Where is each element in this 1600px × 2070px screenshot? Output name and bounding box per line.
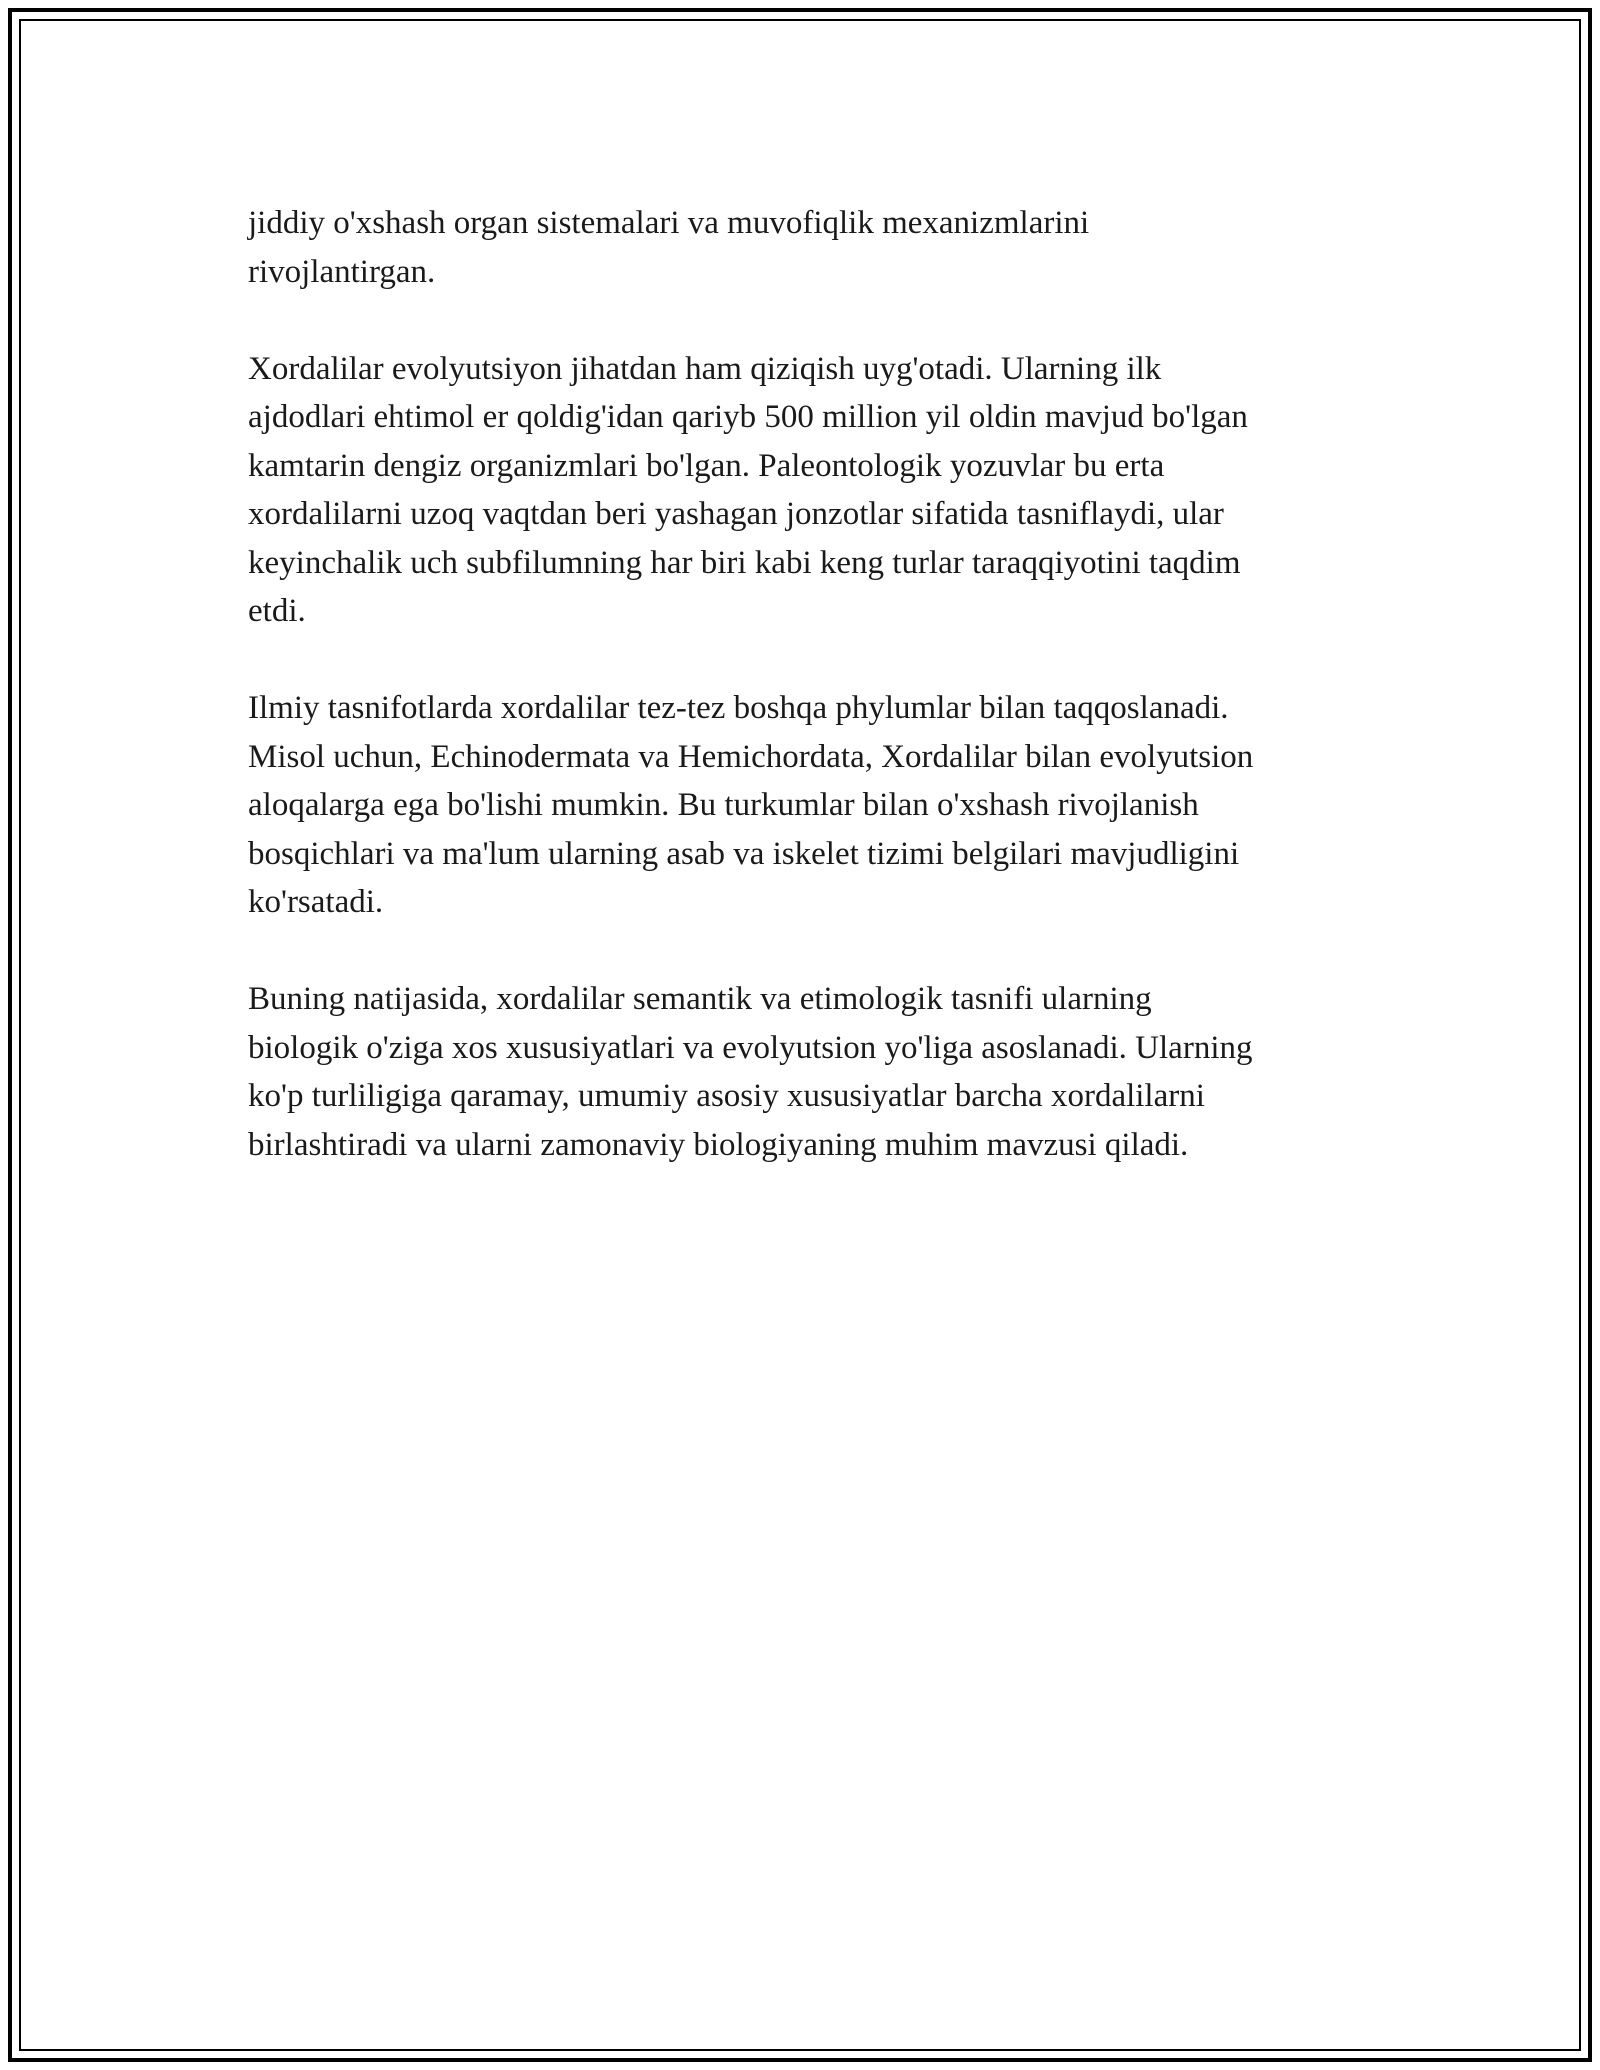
document-page bbox=[8, 8, 1592, 2062]
paragraph-2: Xordalilar evolyutsiyon jihatdan ham qiziqish uyg'otadi. Ularning ilk ajdodlari ehtimol er qoldig'idan qariyb 500 million yil oldin mavjud bo'lgan kamtarin dengiz organizmlari bo'lgan. Paleontologik yozuvlar bu erta xordalilarni uzoq vaqtdan beri yashagan jonzotlar sifatida tasniflaydi, ular keyinchalik uch subfilumning har biri kabi keng turlar taraqqiyotini taqdim etdi. bbox=[248, 350, 1248, 629]
paragraph-4: Buning natijasida, xordalilar semantik va etimologik tasnifi ularning biologik o'ziga xos xususiyatlari va evolyutsion yo'liga asoslanadi. Ularning ko'p turliligiga qaramay, umumiy asosiy xususiyatlar barcha xordalilarni birlashtiradi va ularni zamonaviy biologiyaning muhim mavzusi qiladi. bbox=[248, 981, 1253, 1163]
paragraph-1: jiddiy o'xshash organ sistemalari va muvofiqlik mexanizmlarini rivojlantirgan. bbox=[248, 205, 1090, 290]
document-body bbox=[248, 199, 1378, 1218]
paragraph-3: Ilmiy tasnifotlarda xordalilar tez-tez boshqa phylumlar bilan taqqoslanadi. Misol uchun, Echinodermata va Hemichordata, Xordalilar bilan evolyutsion aloqalarga ega bo'lishi mumkin. Bu turkumlar bilan o'xshash rivojlanish bosqichlari va ma'lum ularning asab va iskelet tizimi belgilari mavjudligini ko'rsatadi. bbox=[248, 690, 1254, 920]
